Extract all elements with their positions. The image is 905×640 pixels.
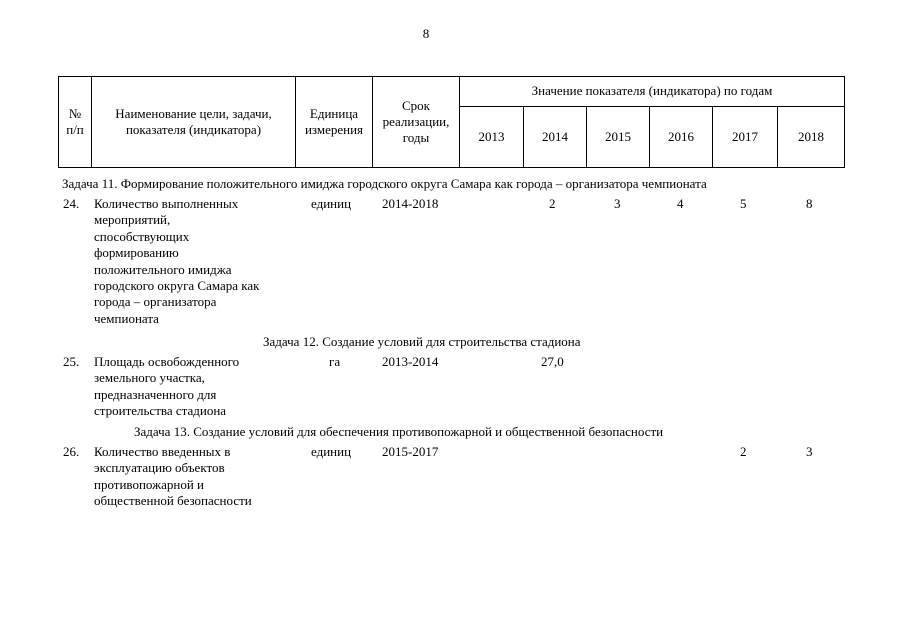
row-value-2017: 5 [740, 196, 747, 211]
row-term: 2015-2017 [382, 444, 439, 459]
row-value-2018: 3 [806, 444, 813, 459]
row-term: 2013-2014 [382, 354, 439, 369]
row-name: Количество выполненных мероприятий, способствующих формированию положительного имиджа городского округа Самара как города – организатора чемпионата [94, 196, 260, 326]
indicator-table-header [58, 76, 845, 168]
row-value-2016: 4 [677, 196, 684, 211]
header-name: Наименование цели, задачи, показателя (индикатора) [115, 106, 272, 137]
header-values-title: Значение показателя (индикатора) по годам [531, 83, 773, 98]
row-value-2015: 3 [614, 196, 621, 211]
header-year: 2017 [732, 129, 758, 144]
header-year: 2016 [668, 129, 694, 144]
header-num: № п/п [66, 106, 84, 137]
row-value-2014: 2 [549, 196, 556, 211]
header-term: Срок реализации, годы [382, 98, 450, 145]
header-year: 2014 [542, 129, 568, 144]
row-unit: единиц [311, 196, 352, 211]
header-unit: Единица измерения [304, 106, 364, 137]
row-unit: га [329, 354, 341, 369]
row-value-2018: 8 [806, 196, 813, 211]
row-number: 25. [63, 354, 80, 369]
task-heading: Задача 12. Создание условий для строительства стадиона [263, 334, 581, 349]
task-heading: Задача 13. Создание условий для обеспечения противопожарной и общественной безопасности [134, 424, 664, 439]
row-number: 26. [63, 444, 80, 459]
row-name: Площадь освобожденного земельного участка, предназначенного для строительства стадиона [94, 354, 240, 419]
row-value-2017: 2 [740, 444, 747, 459]
header-year: 2018 [798, 129, 824, 144]
header-year: 2015 [605, 129, 631, 144]
row-unit: единиц [311, 444, 352, 459]
row-value-2013: 27,0 [541, 354, 564, 369]
task-heading: Задача 11. Формирование положительного имиджа городского округа Самара как города – организатора чемпионата [62, 176, 707, 191]
page-number: 8 [422, 26, 430, 41]
header-year: 2013 [478, 129, 505, 144]
row-term: 2014-2018 [382, 196, 439, 211]
row-name: Количество введенных в эксплуатацию объектов противопожарной и общественной безопасности [94, 444, 252, 509]
row-number: 24. [63, 196, 80, 211]
